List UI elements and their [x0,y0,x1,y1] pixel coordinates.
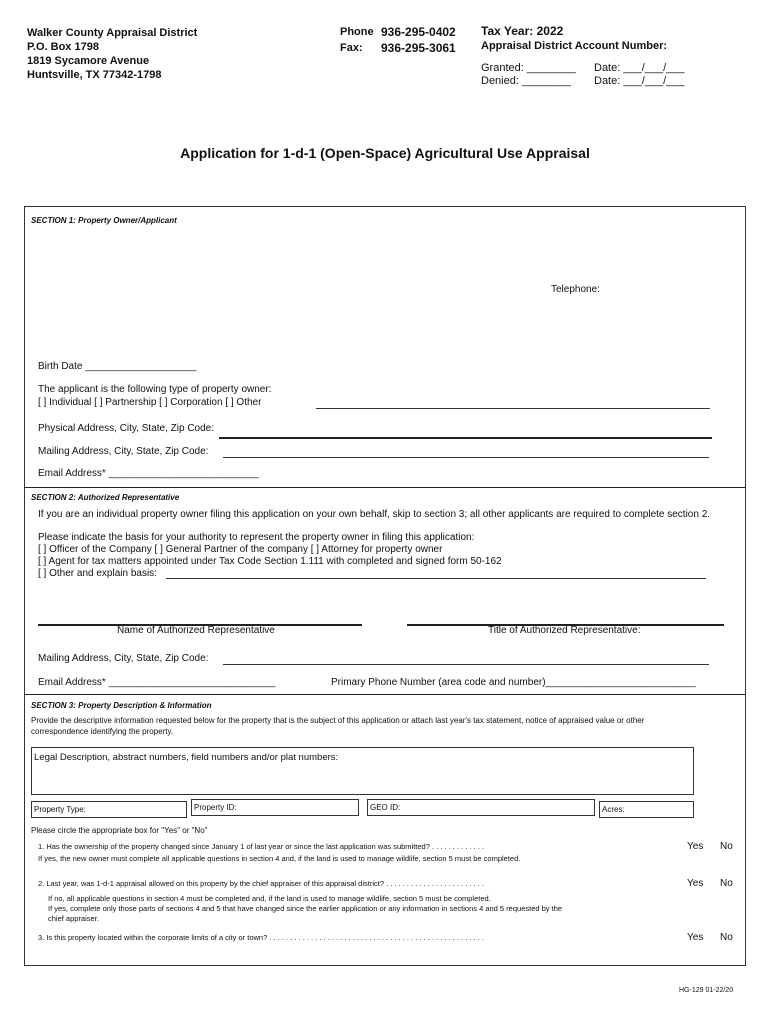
basis-option-1[interactable]: [ ] Officer of the Company [ ] General Partner of the company [ ] Attorney for property owner [38,544,443,555]
tax-year: Tax Year: 2022 [481,24,564,38]
question-2-note-3: chief appraiser. [48,914,99,923]
telephone-label[interactable]: Telephone: [551,284,600,295]
district-address [27,26,197,82]
legal-description-label: Legal Description, abstract numbers, field numbers and/or plat numbers: [34,752,339,763]
mailing-address-label: Mailing Address, City, State, Zip Code: [38,446,209,457]
rep-name-label: Name of Authorized Representative [117,625,275,636]
basis-option-3[interactable]: [ ] Other and explain basis: [38,568,157,579]
owner-type-options[interactable]: [ ] Individual [ ] Partnership [ ] Corporation [ ] Other [38,397,262,408]
physical-address-line[interactable] [219,437,712,439]
property-id-label: Property ID: [194,803,237,812]
form-frame [24,206,746,966]
circle-prompt: Please circle the appropriate box for "Yes" or "No" [31,826,208,835]
geo-id-box[interactable] [367,799,595,816]
po-box: P.O. Box 1798 [27,41,99,53]
geo-id-label: GEO ID: [370,803,401,812]
q2-no[interactable]: No [720,878,733,889]
rep-email-field[interactable]: Email Address* ______________________________ [38,677,276,688]
rep-phone-field[interactable]: Primary Phone Number (area code and number)___________________________ [331,677,696,688]
section-divider [24,694,746,695]
rep-mailing-label: Mailing Address, City, State, Zip Code: [38,653,209,664]
question-3: 3. Is this property located within the corporate limits of a city or town? . . . . . . . . . . . . . . . . . . . . . . . . . . . . . . . . . . . . . . . . . . . . . . . . . . . . [38,933,484,942]
physical-address-label: Physical Address, City, State, Zip Code: [38,423,215,434]
owner-type-prompt: The applicant is the following type of property owner: [38,384,272,395]
explain-basis-line[interactable] [166,567,706,579]
phone-number: 936-295-0402 [381,25,456,39]
street: 1819 Sycamore Avenue [27,55,150,67]
email-field[interactable]: Email Address* ___________________________ [38,468,259,479]
section-divider [24,487,746,488]
fax-number: 936-295-3061 [381,41,456,55]
granted-field[interactable]: Granted: ________ [481,62,576,74]
granted-date[interactable]: Date: ___/___/___ [594,62,685,74]
property-type-box[interactable] [31,801,187,818]
question-1: 1. Has the ownership of the property changed since January 1 of last year or since the last application was submitted? . . . . . . . . . . . . . [38,842,485,851]
section3-intro-1: Provide the descriptive information requested below for the property that is the subject of this application or attach last year's tax statement, notice of appraised value or other [31,716,645,725]
question-2: 2. Last year, was 1-d-1 appraisal allowed on this property by the chief appraiser of this appraisal district? . . . . . . . . . . . . . . . . . . . . . . . . [38,879,485,888]
acres-label: Acres: [602,805,625,814]
account-number-label: Appraisal District Account Number: [481,40,668,52]
question-1-note: If yes, the new owner must complete all applicable questions in section 4 and, if the land is used to manage wildlife, section 5 must be completed. [38,854,521,863]
question-2-note-1: If no, all applicable questions in section 4 must be completed and, if the land is used to manage wildlife, section 5 must be completed. [48,894,491,903]
section2-heading: SECTION 2: Authorized Representative [31,493,180,502]
q1-yes[interactable]: Yes [687,841,704,852]
section2-intro: If you are an individual property owner filing this application on your own behalf, skip to section 3; all other applicants are required to complete section 2. [38,509,711,520]
property-id-box[interactable] [191,799,359,816]
denied-field[interactable]: Denied: ________ [481,75,571,87]
q3-yes[interactable]: Yes [687,932,704,943]
q2-yes[interactable]: Yes [687,878,704,889]
section3-intro-2: correspondence identifying the property. [31,727,174,736]
form-id: HG-129 01-22/20 [679,987,734,994]
phone-label: Phone [340,26,374,38]
basis-prompt: Please indicate the basis for your authority to represent the property owner in filing this application: [38,532,475,543]
other-type-line[interactable] [316,396,710,409]
mailing-address-line[interactable] [223,446,709,458]
q1-no[interactable]: No [720,841,733,852]
birth-date-field[interactable]: Birth Date ____________________ [38,361,197,372]
fax-label: Fax: [340,42,363,54]
section1-heading: SECTION 1: Property Owner/Applicant [31,216,177,225]
legal-description-box[interactable] [31,747,694,795]
rep-title-label: Title of Authorized Representative: [488,625,641,636]
property-type-label: Property Type: [34,805,86,814]
form-title: Application for 1-d-1 (Open-Space) Agricultural Use Appraisal [180,145,590,161]
question-2-note-2: If yes, complete only those parts of sections 4 and 5 that have changed since the earlier application or any information in sections 4 and 5 requested by the [48,904,563,913]
basis-option-2[interactable]: [ ] Agent for tax matters appointed under Tax Code Section 1.111 with completed and signed form 50-162 [38,556,502,567]
city-state: Huntsville, TX 77342-1798 [27,69,162,81]
denied-date[interactable]: Date: ___/___/___ [594,75,685,87]
rep-mailing-line[interactable] [223,653,709,665]
q3-no[interactable]: No [720,932,733,943]
acres-box[interactable] [599,801,694,818]
section3-heading: SECTION 3: Property Description & Information [31,701,212,710]
org-name: Walker County Appraisal District [27,27,198,39]
